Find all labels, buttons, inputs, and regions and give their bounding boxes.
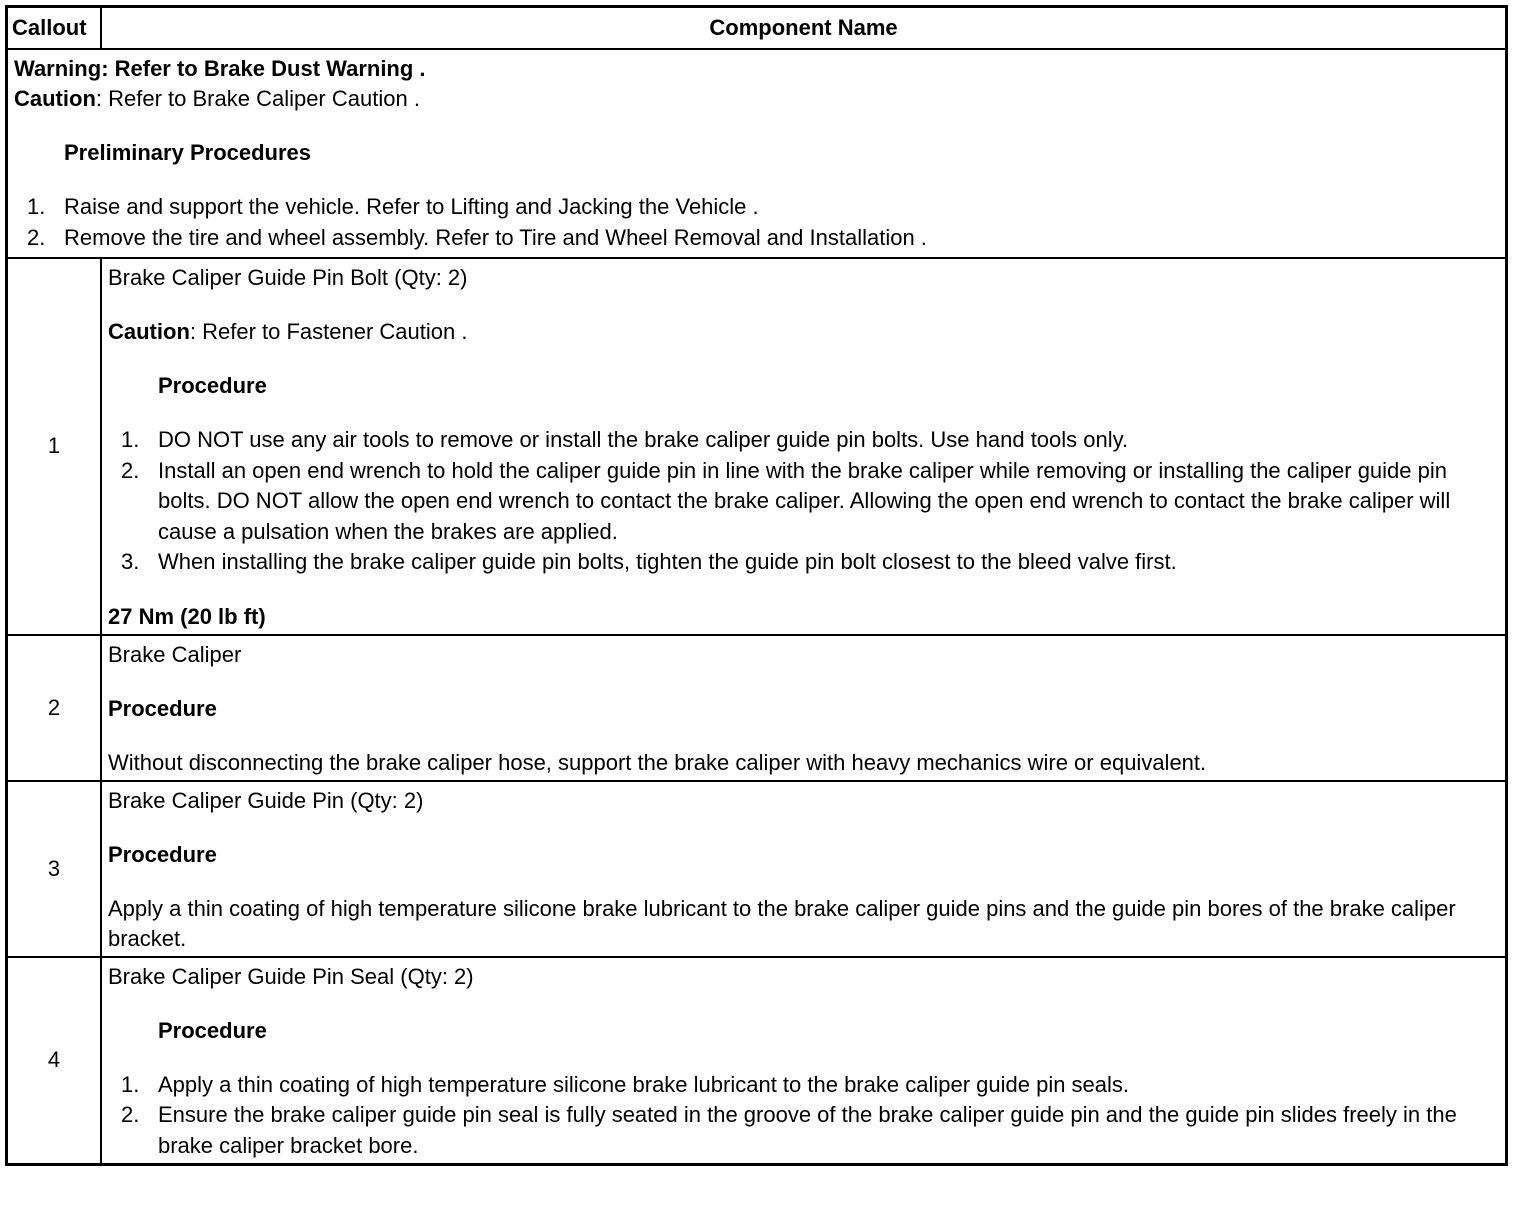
caution-line <box>14 84 1499 114</box>
preliminary-row <box>7 49 1507 258</box>
procedure-steps <box>108 1070 1499 1162</box>
step-text: When installing the brake caliper guide pin bolts, tighten the guide pin bolt closest to the bleed valve first. <box>158 549 1177 574</box>
step-number: 1. <box>121 1071 140 1097</box>
step-number: 2. <box>121 457 140 483</box>
procedure-text: Without disconnecting the brake caliper hose, support the brake caliper with heavy mechanics wire or equivalent. <box>108 749 1207 775</box>
callout-number: 1 <box>7 258 102 635</box>
step-text: Install an open end wrench to hold the caliper guide pin in line with the brake caliper while removing or installing the caliper guide pin bolts. DO NOT allow the open end wrench to contact the brake caliper. Allowing the open end wrench to contact the brake caliper will cause a pulsation when the brakes are applied. <box>158 457 1451 544</box>
step-text: Ensure the brake caliper guide pin seal is fully seated in the groove of the brake caliper guide pin and the guide pin slides freely in the brake caliper bracket bore. <box>158 1102 1457 1158</box>
step-text: DO NOT use any air tools to remove or install the brake caliper guide pin bolts. Use hand tools only. <box>158 427 1129 452</box>
step-text: Raise and support the vehicle. Refer to Lifting and Jacking the Vehicle . <box>64 194 759 219</box>
procedure-text: Apply a thin coating of high temperature silicone brake lubricant to the brake caliper guide pins and the guide pin bores of the brake caliper bracket. <box>108 895 1456 951</box>
callout-header: Callout <box>7 7 102 50</box>
procedure-steps <box>108 425 1499 578</box>
warning-label: Warning <box>14 56 102 81</box>
list-item <box>108 1070 1499 1101</box>
component-cell <box>101 957 1507 1165</box>
step-number: 1. <box>121 427 140 452</box>
component-table <box>5 5 1508 1166</box>
table-row <box>7 781 1507 957</box>
preliminary-title: Preliminary Procedures <box>64 140 312 165</box>
procedure-title: Procedure <box>158 373 267 398</box>
procedure-title: Procedure <box>108 695 217 721</box>
procedure-title: Procedure <box>108 841 217 867</box>
list-item <box>108 456 1499 548</box>
warning-line <box>14 54 1499 84</box>
caution-text: : Refer to Fastener Caution . <box>189 319 468 344</box>
table-header-row <box>7 7 1507 50</box>
list-item <box>108 547 1499 578</box>
step-number: 2. <box>121 1102 140 1127</box>
table-row <box>7 635 1507 781</box>
torque-spec: 27 Nm (20 lb ft) <box>108 603 266 629</box>
step-number: 3. <box>121 549 140 574</box>
component-name-header: Component Name <box>101 7 1507 50</box>
callout-number: 4 <box>7 957 102 1165</box>
list-item <box>14 223 1499 254</box>
caution-label: Caution <box>14 86 96 111</box>
component-name: Brake Caliper Guide Pin (Qty: 2) <box>108 787 424 813</box>
step-number: 2. <box>27 224 46 250</box>
component-name: Brake Caliper Guide Pin Bolt (Qty: 2) <box>108 265 468 290</box>
step-text: Apply a thin coating of high temperature silicone brake lubricant to the brake caliper guide pin seals. <box>158 1071 1130 1097</box>
preliminary-cell <box>7 49 1507 258</box>
table-row <box>7 957 1507 1165</box>
caution-line <box>108 317 1499 347</box>
list-item <box>14 192 1499 223</box>
warning-text: : Refer to Brake Dust Warning . <box>101 56 426 81</box>
component-name: Brake Caliper <box>108 641 242 667</box>
table-row <box>7 258 1507 635</box>
component-cell <box>101 258 1507 635</box>
procedure-title: Procedure <box>158 1017 267 1043</box>
component-cell <box>101 635 1507 781</box>
list-item <box>108 1100 1499 1161</box>
component-cell <box>101 781 1507 957</box>
component-name: Brake Caliper Guide Pin Seal (Qty: 2) <box>108 963 474 989</box>
callout-number: 3 <box>7 781 102 957</box>
caution-label: Caution <box>108 319 190 344</box>
callout-number: 2 <box>7 635 102 781</box>
preliminary-steps <box>14 192 1499 253</box>
step-text: Remove the tire and wheel assembly. Refer to Tire and Wheel Removal and Installation . <box>64 224 927 250</box>
caution-text: : Refer to Brake Caliper Caution . <box>95 86 420 111</box>
step-number: 1. <box>27 194 46 219</box>
list-item <box>108 425 1499 456</box>
